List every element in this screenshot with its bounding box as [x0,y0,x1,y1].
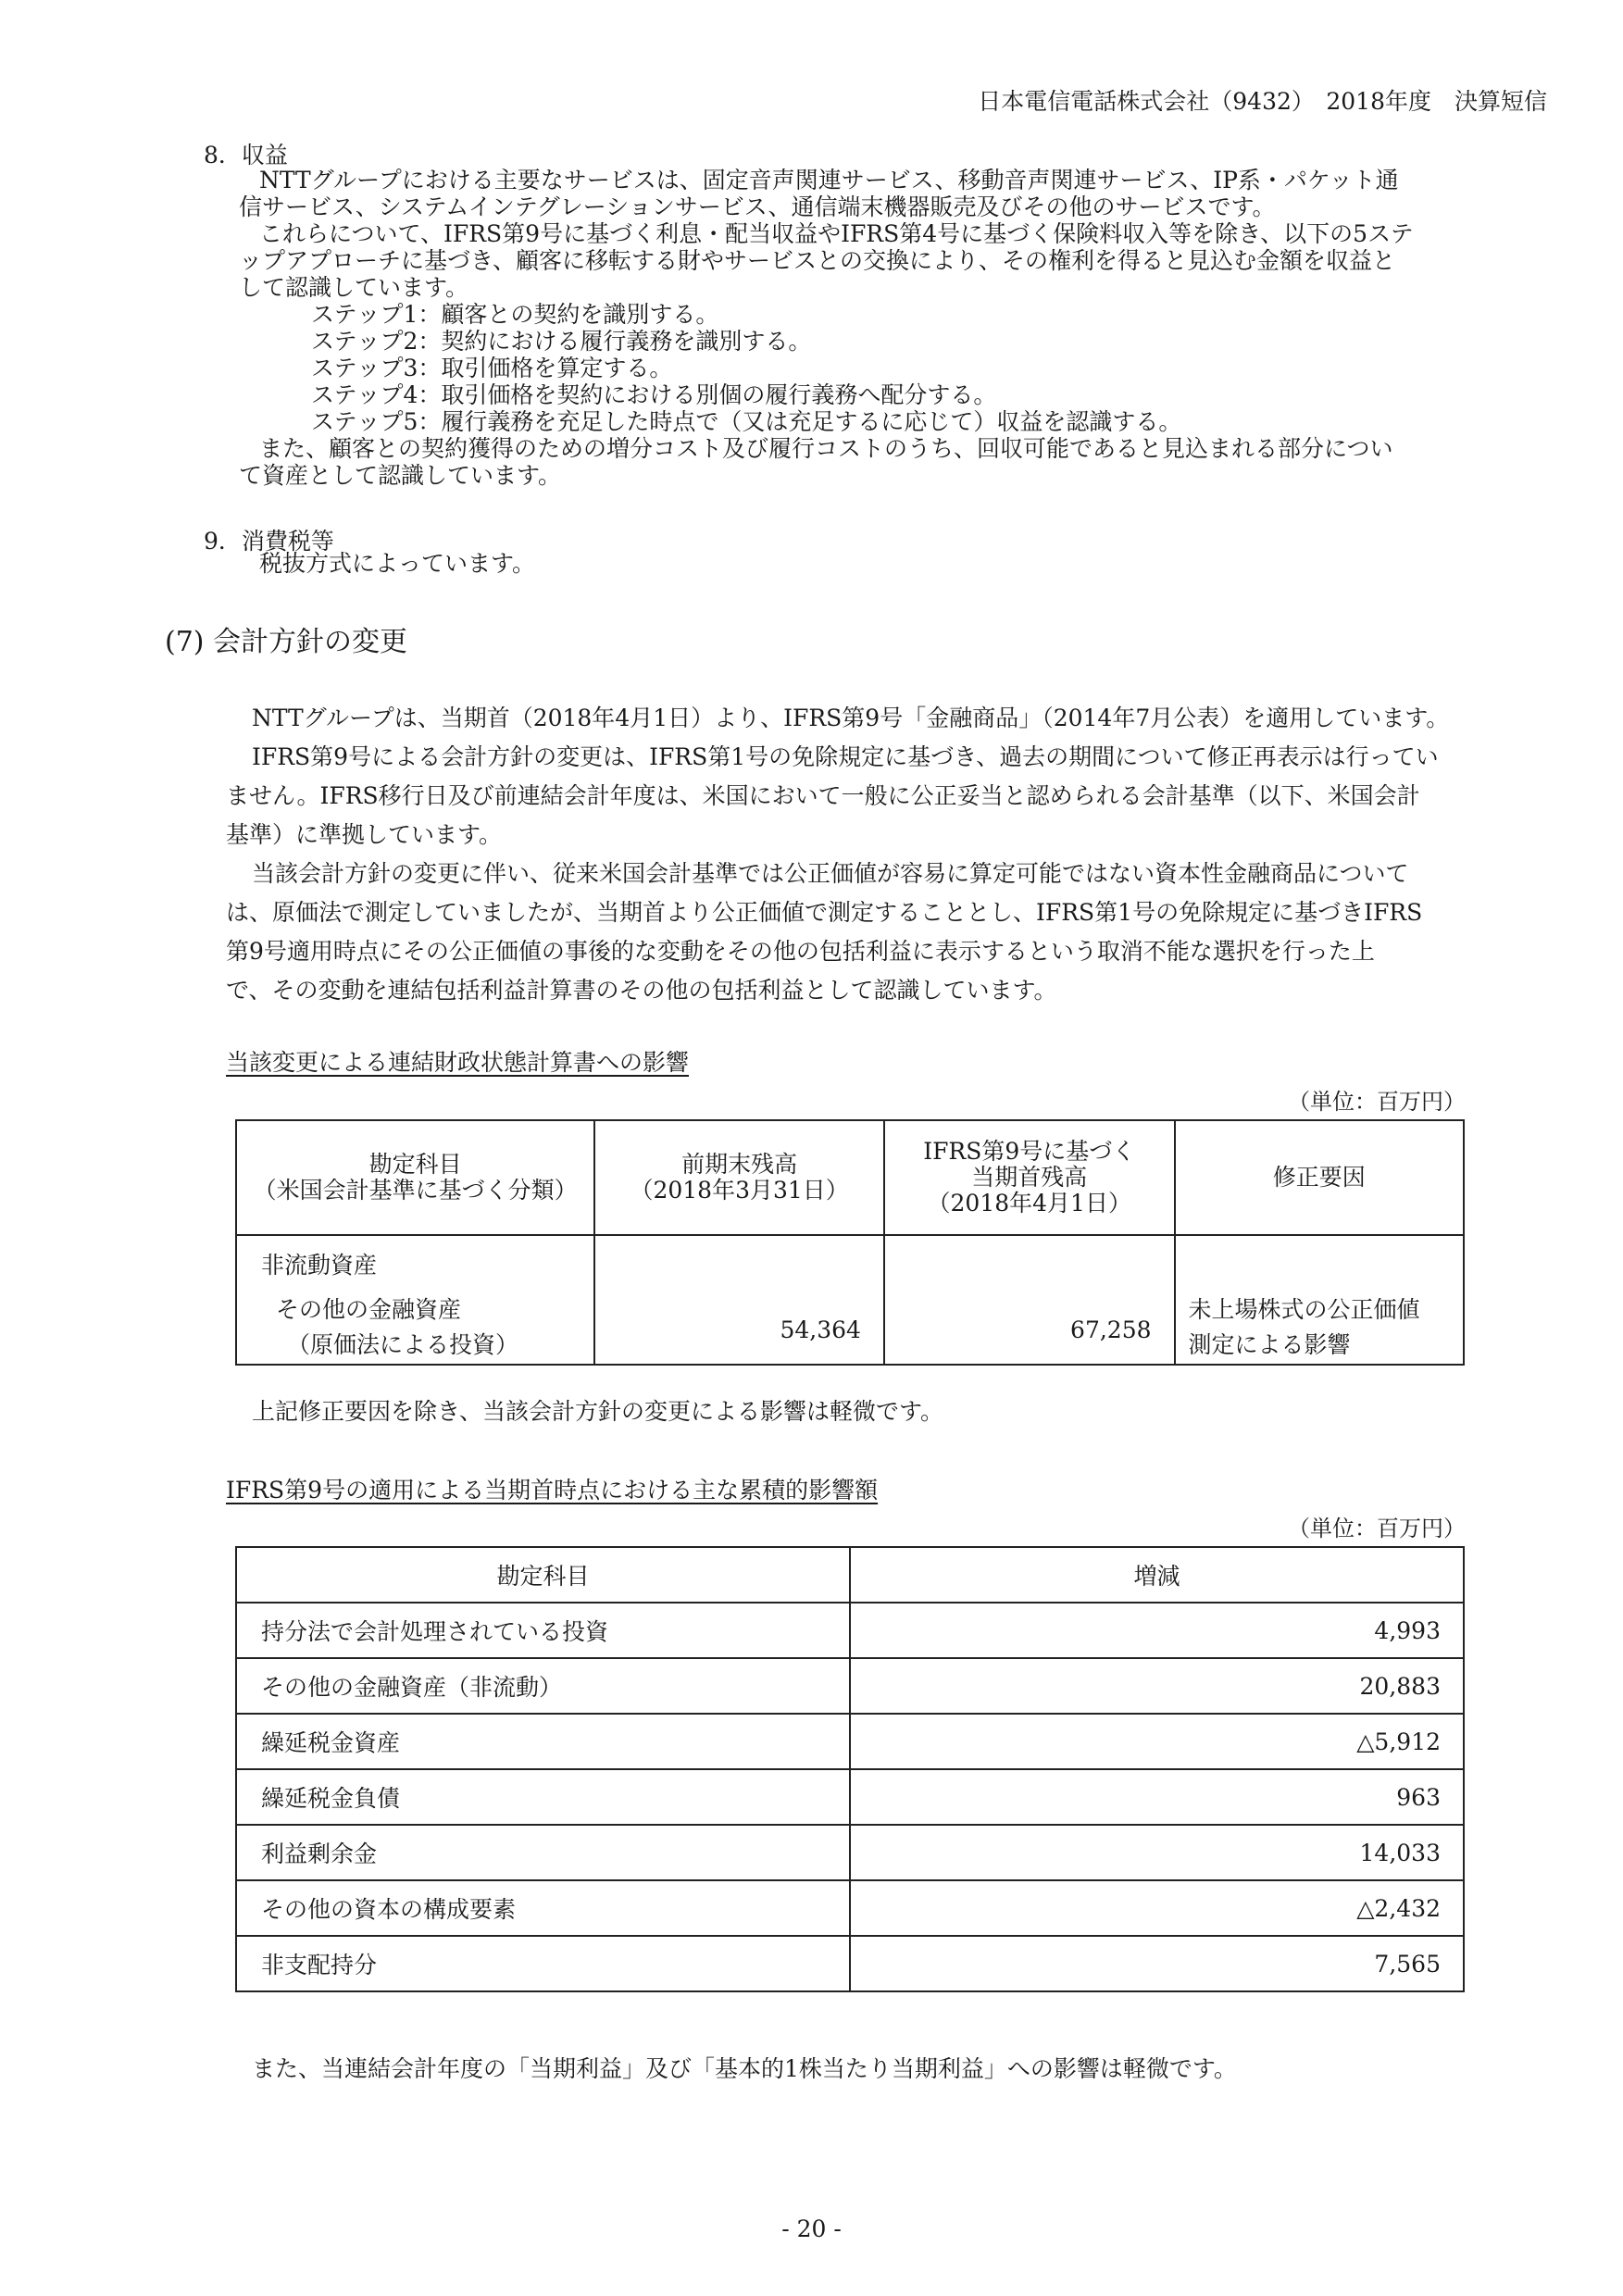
table2-row-label: その他の資本の構成要素 [236,1880,850,1936]
section-7-title: (7) 会計方針の変更 [165,626,408,658]
table1-unit: （単位：百万円） [1288,1089,1466,1115]
table2-row-label: 繰延税金負債 [236,1769,850,1825]
table2-header-row [236,1547,1464,1603]
section-8-para2-line3: して認識しています。 [239,274,469,301]
table1-header-prior-balance: 前期末残高 （2018年3月31日） [594,1120,884,1235]
document-header: 日本電信電話株式会社（9432） 2018年度 決算短信 [978,88,1547,115]
section-7-line2: IFRS第9号による会計方針の変更は、IFRS第1号の免除規定に基づき、過去の期間について修正再表示は行ってい [252,743,1439,770]
table1-header-row [236,1120,1464,1235]
table-row [236,1825,1464,1880]
table1-note: 上記修正要因を除き、当該会計方針の変更による影響は軽微です。 [252,1398,944,1425]
section-8-para3-line2: て資産として認識しています。 [239,462,562,489]
section-9-body: 税抜方式によっています。 [259,550,536,577]
table1-header-opening-balance: IFRS第9号に基づく 当期首残高 （2018年4月1日） [884,1120,1175,1235]
table2-row-value: 7,565 [850,1936,1464,1991]
table-row [236,1880,1464,1936]
table1 [235,1119,1465,1366]
section-8-para2-line1: これらについて、IFRS第9号に基づく利息・配当収益やIFRS第4号に基づく保険料収入等を除き、以下の5ステ [259,220,1414,247]
table2-row-label: 非支配持分 [236,1936,850,1991]
table-row [236,1769,1464,1825]
section-7-line8: で、その変動を連結包括利益計算書のその他の包括利益として認識しています。 [226,977,1057,1004]
step-2: ステップ2：契約における履行義務を識別する。 [311,328,812,355]
table2-unit: （単位：百万円） [1288,1516,1466,1541]
table2-row-value: △2,432 [850,1880,1464,1936]
section-7-line4: 基準）に準拠しています。 [226,821,503,848]
table1-reason-cell [1175,1235,1464,1365]
section-8-title: 8．収益 [204,142,288,168]
table1-account-cell [236,1235,594,1365]
section-7-line6: は、原価法で測定していましたが、当期首より公正価値で測定することとし、IFRS第1号の免除規定に基づきIFRS [226,899,1423,926]
table2-row-value: △5,912 [850,1714,1464,1769]
table2-row-value: 20,883 [850,1658,1464,1714]
table1-title: 当該変更による連結財政状態計算書への影響 [226,1049,690,1076]
step-5: ステップ5：履行義務を充足した時点で（又は充足するに応じて）収益を認識する。 [311,408,1182,435]
table2-header-account: 勘定科目 [236,1547,850,1603]
table-row [236,1658,1464,1714]
table2-row-label: 繰延税金資産 [236,1714,850,1769]
table1-reason-line2: 測定による影響 [1188,1331,1351,1358]
step-4: ステップ4：取引価格を契約における別個の履行義務へ配分する。 [311,381,997,408]
table2-row-label: 利益剰余金 [236,1825,850,1880]
table2-row-label: 持分法で会計処理されている投資 [236,1603,850,1658]
section-8-para1-line2: 信サービス、システムインテグレーションサービス、通信端末機器販売及びその他のサービスです。 [239,193,1276,220]
table-row [236,1936,1464,1991]
table1-opening-value: 67,258 [884,1235,1175,1365]
table2-row-value: 4,993 [850,1603,1464,1658]
table1-reason-line1: 未上場株式の公正価値 [1188,1296,1420,1323]
section-8-para2-line2: ップアプローチに基づき、顧客に移転する財やサービスとの交換により、その権利を得ると見込む金額を収益と [239,247,1396,274]
step-1: ステップ1：顧客との契約を識別する。 [311,301,719,328]
table1-row-other-financial: その他の金融資産 [276,1296,462,1323]
table2-header-change: 増減 [850,1547,1464,1603]
section-7-line3: ません。IFRS移行日及び前連結会計年度は、米国において一般に公正妥当と認められる会計基準（以下、米国会計 [226,782,1420,809]
table1-header-reason: 修正要因 [1175,1120,1464,1235]
table2-row-value: 963 [850,1769,1464,1825]
section-9-title: 9．消費税等 [204,528,334,555]
table2-row-label: その他の金融資産（非流動） [236,1658,850,1714]
section-8-para1-line1: NTTグループにおける主要なサービスは、固定音声関連サービス、移動音声関連サービス、IP系・パケット通 [259,167,1399,193]
table2-row-value: 14,033 [850,1825,1464,1880]
table2-title: IFRS第9号の適用による当期首時点における主な累積的影響額 [226,1477,879,1504]
section-8-para3-line1: また、顧客との契約獲得のための増分コスト及び履行コストのうち、回収可能であると見込まれる部分につい [259,435,1393,462]
section-7-line5: 当該会計方針の変更に伴い、従来米国会計基準では公正価値が容易に算定可能ではない資本性金融商品について [252,860,1409,887]
table1-prior-value: 54,364 [594,1235,884,1365]
step-3: ステップ3：取引価格を算定する。 [311,355,673,381]
table1-data-row [236,1235,1464,1365]
table1-row-cost-method: （原価法による投資） [287,1331,519,1358]
table1-header-account: 勘定科目 （米国会計基準に基づく分類） [236,1120,594,1235]
section-7-line1: NTTグループは、当期首（2018年4月1日）より、IFRS第9号「金融商品」（2014年7月公表）を適用しています。 [252,705,1450,731]
table-row [236,1714,1464,1769]
table2 [235,1546,1465,1992]
table2-note: また、当連結会計年度の「当期利益」及び「基本的1株当たり当期利益」への影響は軽微です。 [252,2055,1237,2082]
section-7-line7: 第9号適用時点にその公正価値の事後的な変動をその他の包括利益に表示するという取消不能な選択を行った上 [226,938,1375,965]
page-number: - 20 - [781,2215,842,2242]
table-row [236,1603,1464,1658]
table1-row-noncurrent: 非流動資産 [261,1252,378,1279]
